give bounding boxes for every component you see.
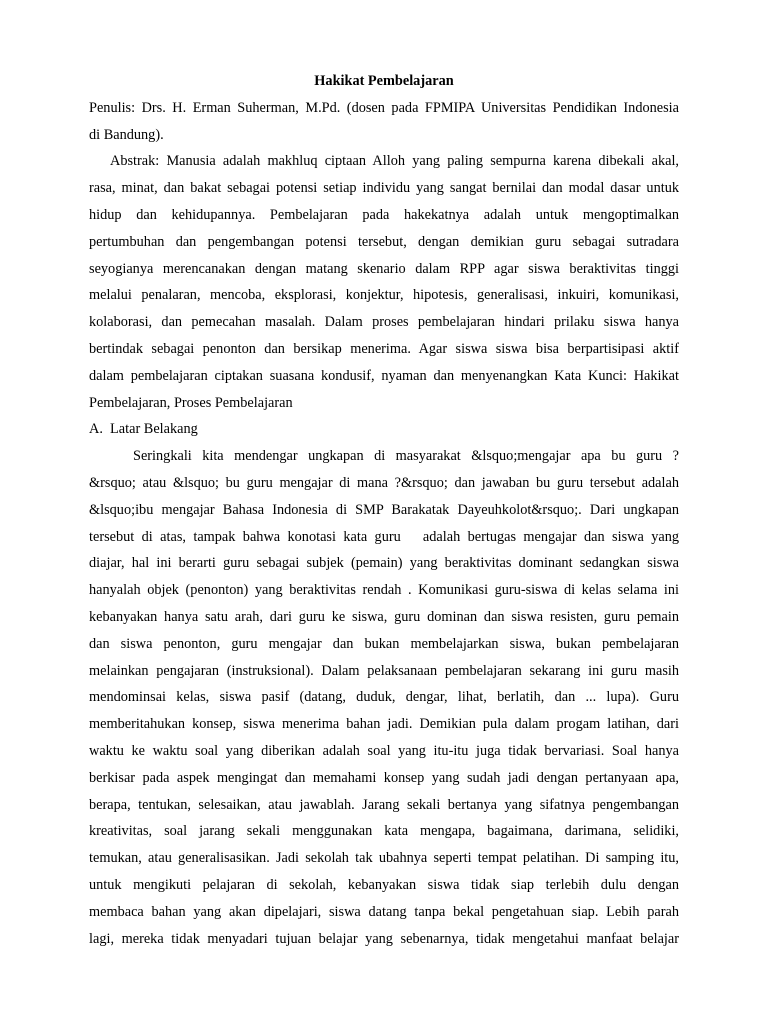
section-line: melainkan pengajaran (instruksional). Dalam pelaksanaan pembelajaran sekarang ini guru masih	[89, 662, 679, 679]
document-title: Hakikat Pembelajaran	[314, 73, 454, 89]
section-line: temukan, atau generalisasikan. Jadi sekolah tak ubahnya seperti tempat pelatihan. Di samping itu,	[89, 850, 679, 867]
abstract-line: pertumbuhan dan pengembangan potensi tersebut, dengan demikian guru sebagai sutradara	[89, 233, 679, 250]
abstract-line: Pembelajaran, Proses Pembelajaran	[89, 394, 293, 411]
abstract-line: melalui penalaran, mencoba, eksplorasi, konjektur, hipotesis, generalisasi, inkuiri, komunikasi,	[89, 287, 679, 304]
section-line: tersebut di atas, tampak bahwa konotasi kata guru adalah bertugas mengajar dan siswa yang	[89, 528, 679, 545]
section-line: Seringkali kita mendengar ungkapan di masyarakat &lsquo;mengajar apa bu guru ?	[133, 448, 679, 465]
abstract-line: hidup dan kehidupannya. Pembelajaran pada hakekatnya adalah untuk mengoptimalkan	[89, 206, 679, 223]
abstract-line: rasa, minat, dan bakat sebagai potensi setiap individu yang sangat bernilai dan modal dasar untuk	[89, 180, 679, 197]
author-line: Penulis: Drs. H. Erman Suherman, M.Pd. (dosen pada FPMIPA Universitas Pendidikan Indonesia	[89, 99, 679, 116]
section-line: berkisar pada aspek mengingat dan memahami konsep yang sudah jadi dengan pertanyaan apa,	[89, 769, 679, 786]
abstract-line: kolaborasi, dan pemecahan masalah. Dalam proses pembelajaran hindari prilaku siswa hanya	[89, 314, 679, 331]
section-line: kebanyakan hanya satu arah, dari guru ke siswa, guru dominan dan siswa resisten, guru pemain	[89, 608, 679, 625]
abstract-line: seyogianya merencanakan dengan matang skenario dalam RPP agar siswa beraktivitas tinggi	[89, 260, 679, 277]
section-line: membaca bahan yang akan dipelajari, siswa datang tanpa bekal pengetahuan siap. Lebih parah	[89, 903, 679, 920]
abstract-line: bertindak sebagai penonton dan bersikap menerima. Agar siswa siswa bisa berpartisipasi aktif	[89, 340, 679, 357]
section-line: kreativitas, soal jarang sekali menggunakan kata mengapa, bagaimana, darimana, selidiki,	[89, 823, 679, 840]
section-line: dan siswa penonton, guru mengajar dan bukan membelajarkan siswa, bukan pembelajaran	[89, 635, 679, 652]
author-line: di Bandung).	[89, 126, 164, 143]
section-line: memberitahukan konsep, siswa menerima bahan jadi. Demikian pula dalam progam latihan, dari	[89, 716, 679, 733]
document-page	[89, 68, 679, 952]
abstract-line: Abstrak: Manusia adalah makhluq ciptaan Alloh yang paling sempurna karena dibekali akal,	[110, 153, 679, 170]
abstract-line: dalam pembelajaran ciptakan suasana kondusif, nyaman dan menyenangkan Kata Kunci: Hakikat	[89, 367, 679, 384]
section-line: &lsquo;ibu mengajar Bahasa Indonesia di SMP Barakatak Dayeuhkolot&rsquo;. Dari ungkapan	[89, 501, 679, 518]
section-line: diajar, hal ini berarti guru sebagai subjek (pemain) yang beraktivitas dominant sedangkan siswa	[89, 555, 679, 572]
section-line: waktu ke waktu soal yang diberikan adalah soal yang itu-itu juga tidak bervariasi. Soal hanya	[89, 742, 679, 759]
section-line: hanyalah objek (penonton) yang beraktivitas rendah . Komunikasi guru-siswa di kelas selama ini	[89, 582, 679, 599]
section-line: berapa, tentukan, selesaikan, atau jawablah. Jarang sekali bertanya yang sifatnya pengembangan	[89, 796, 679, 813]
section-line: untuk mengikuti pelajaran di sekolah, kebanyakan siswa tidak siap terlebih dulu dengan	[89, 876, 679, 893]
section-line: mendominsai kelas, siswa pasif (datang, duduk, dengar, lihat, berlatih, dan ... lupa). Guru	[89, 689, 679, 706]
author-paragraph	[89, 95, 679, 149]
section-line: &rsquo; atau &lsquo; bu guru mengajar di mana ?&rsquo; dan jawaban bu guru tersebut adalah	[89, 474, 679, 491]
section-heading: A. Latar Belakang	[89, 421, 198, 438]
section-paragraph	[89, 443, 679, 952]
section-line: lagi, mereka tidak menyadari tujuan belajar yang sebenarnya, tidak mengetahui manfaat belajar	[89, 930, 679, 947]
abstract-paragraph	[89, 148, 679, 416]
